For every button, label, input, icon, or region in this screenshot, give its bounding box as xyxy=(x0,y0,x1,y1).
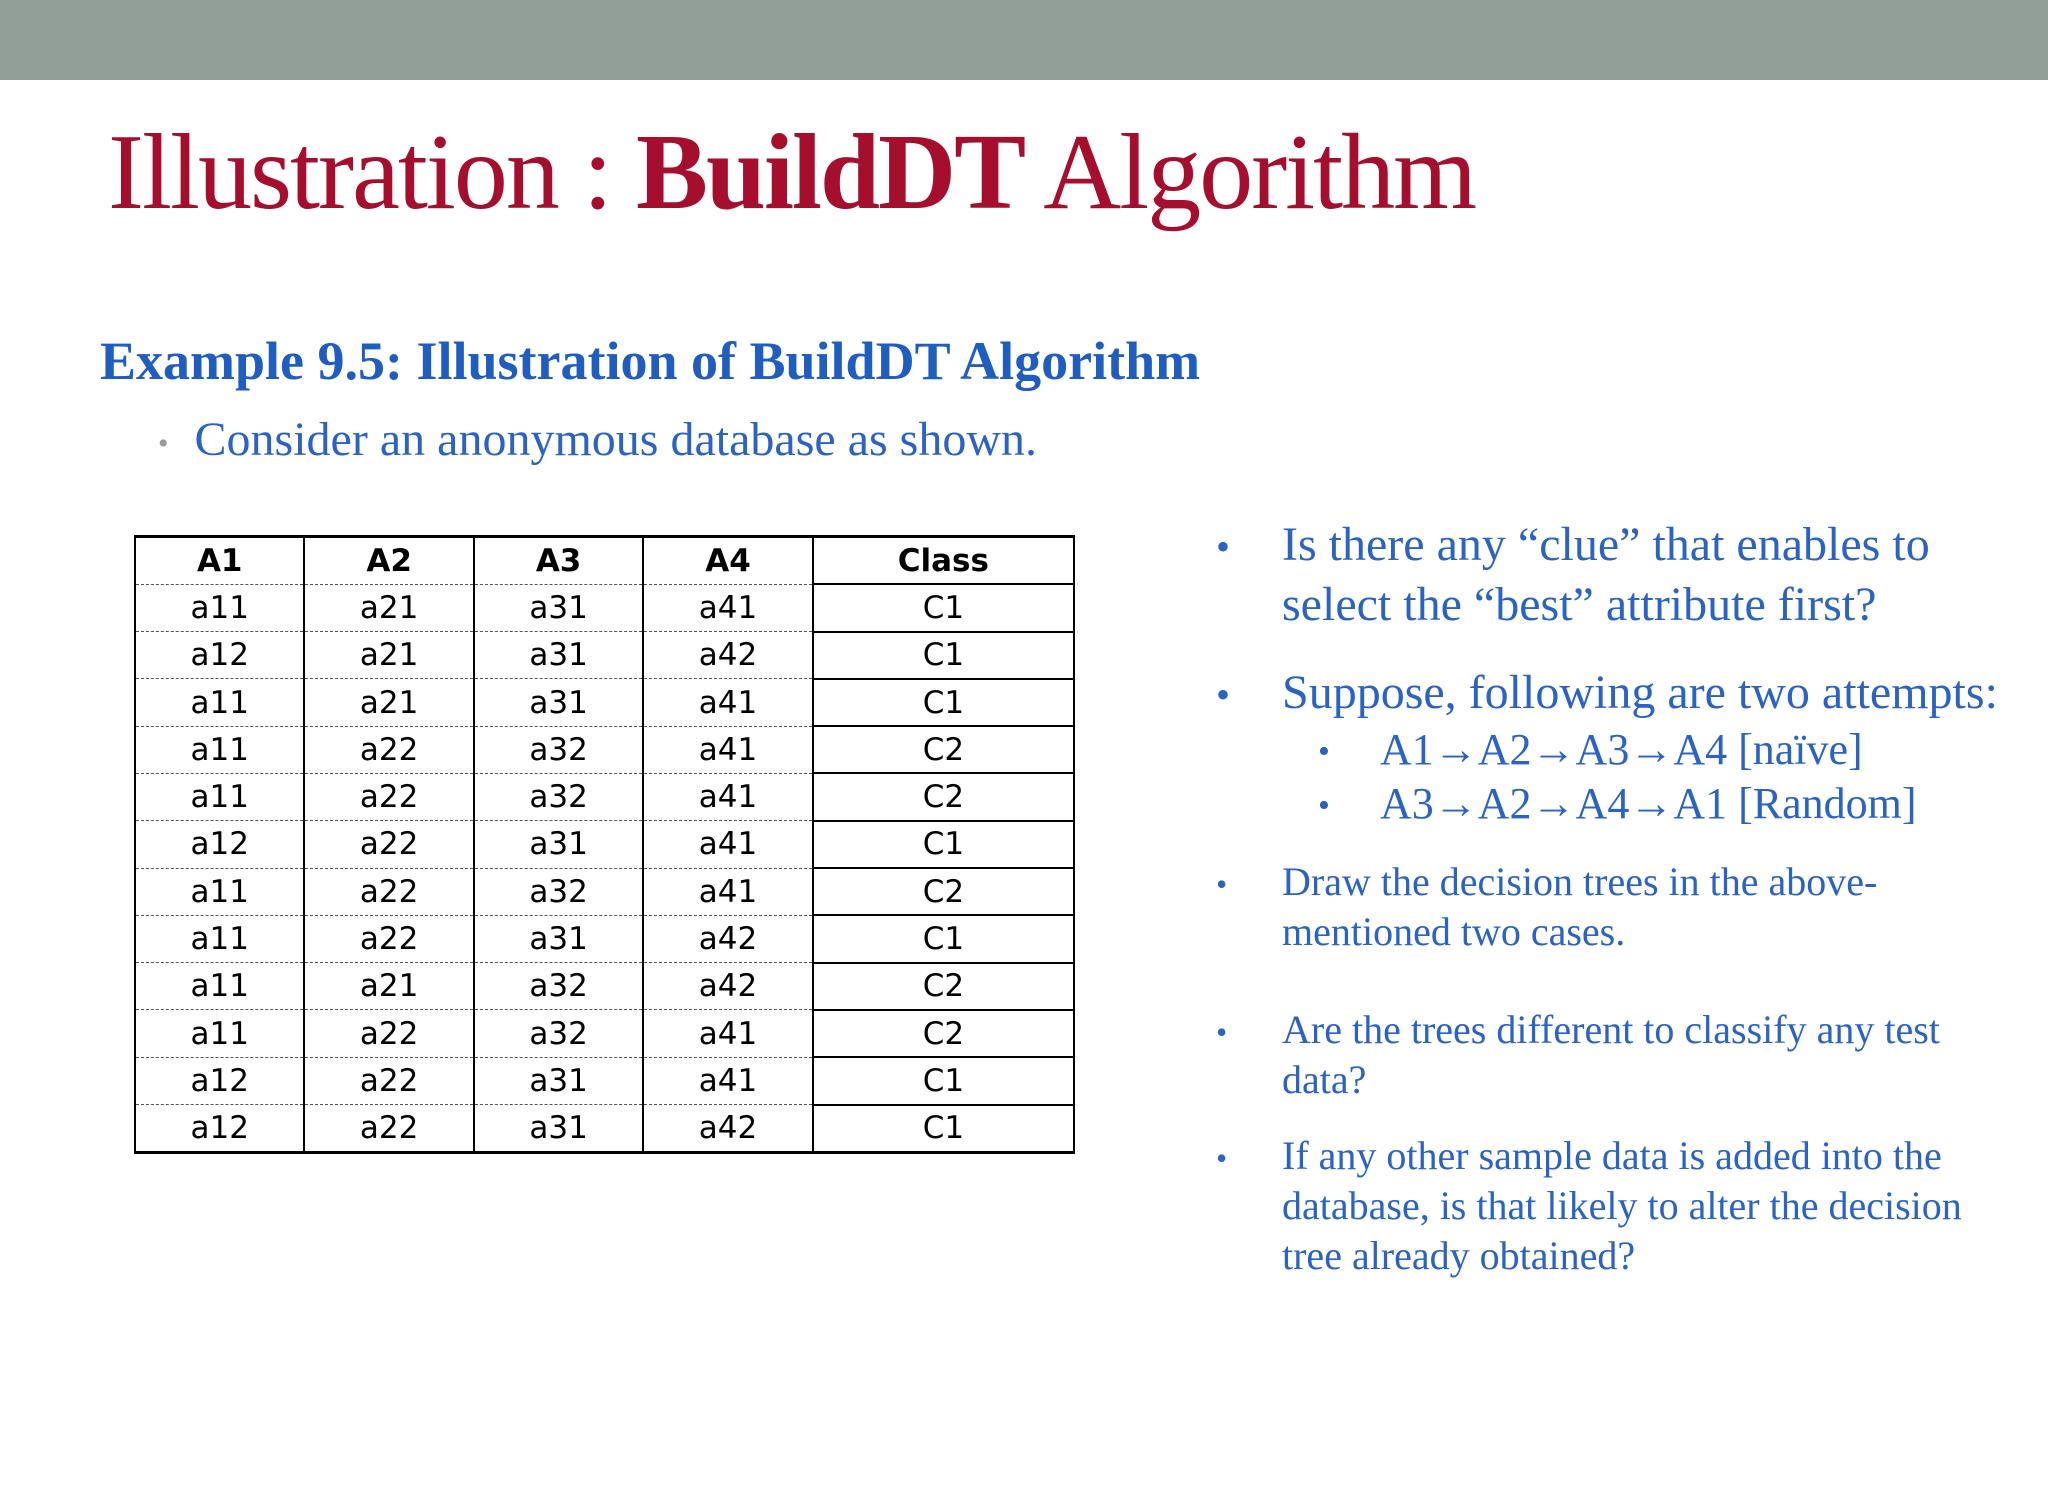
question-2-text: Suppose, following are two attempts: xyxy=(1282,666,1998,719)
table-cell: a41 xyxy=(643,773,812,820)
table-cell: a32 xyxy=(474,963,643,1010)
table-row xyxy=(135,963,1074,1010)
class-cell: C1 xyxy=(813,915,1074,962)
table-row xyxy=(135,726,1074,773)
lead-bullet xyxy=(158,412,1037,467)
table-row xyxy=(135,679,1074,726)
table-cell: a42 xyxy=(643,1105,812,1153)
class-cell: C2 xyxy=(813,726,1074,773)
table-cell: a22 xyxy=(304,868,473,915)
table-row xyxy=(135,584,1074,631)
example-heading: Example 9.5: Illustration of BuildDT Algorithm xyxy=(100,331,1201,391)
bullet-dot: • xyxy=(1318,733,1330,770)
table-cell: a22 xyxy=(304,773,473,820)
questions-list xyxy=(1210,515,2010,1281)
attempt-1 xyxy=(1210,723,2010,777)
bullet-dot: • xyxy=(1216,866,1228,902)
table-cell: a11 xyxy=(135,584,304,631)
class-cell: C1 xyxy=(813,1057,1074,1104)
question-1-text: Is there any “clue” that enables to select the “best” attribute first? xyxy=(1282,518,1930,631)
table-cell: a42 xyxy=(643,963,812,1010)
table-cell: a21 xyxy=(304,584,473,631)
class-cell: C1 xyxy=(813,632,1074,679)
table-cell: a12 xyxy=(135,632,304,679)
question-3-text: Draw the decision trees in the above-mentioned two cases. xyxy=(1282,859,1878,954)
class-cell: C2 xyxy=(813,868,1074,915)
table-row xyxy=(135,1010,1074,1057)
table-cell: a32 xyxy=(474,726,643,773)
class-cell: C2 xyxy=(813,1010,1074,1057)
table-cell: a11 xyxy=(135,773,304,820)
table-cell: a31 xyxy=(474,632,643,679)
class-cell: C1 xyxy=(813,679,1074,726)
bullet-dot: • xyxy=(1216,1140,1228,1176)
table-cell: a42 xyxy=(643,915,812,962)
table-row xyxy=(135,1057,1074,1104)
table-cell: a22 xyxy=(304,1105,473,1153)
attempt-1-text: A1→A2→A3→A4 [naïve] xyxy=(1380,725,1863,774)
table-cell: a41 xyxy=(643,868,812,915)
question-5-text: If any other sample data is added into the database, is that likely to alter the decision tree already obtained? xyxy=(1282,1133,1962,1278)
table-cell: a22 xyxy=(304,1057,473,1104)
table-cell: a41 xyxy=(643,1057,812,1104)
table-cell: a22 xyxy=(304,1010,473,1057)
class-cell: C1 xyxy=(813,821,1074,868)
class-cell: C1 xyxy=(813,1105,1074,1153)
question-4 xyxy=(1210,1005,2010,1105)
table-cell: a22 xyxy=(304,915,473,962)
table-cell: a41 xyxy=(643,821,812,868)
table-row xyxy=(135,632,1074,679)
table-cell: a31 xyxy=(474,1105,643,1153)
table-cell: a31 xyxy=(474,915,643,962)
question-2 xyxy=(1210,663,2010,723)
table-cell: a41 xyxy=(643,726,812,773)
table-cell: a22 xyxy=(304,726,473,773)
table-cell: a12 xyxy=(135,821,304,868)
class-cell: C2 xyxy=(813,773,1074,820)
bullet-dot: • xyxy=(1216,672,1231,717)
table-cell: a12 xyxy=(135,1105,304,1153)
table-cell: a11 xyxy=(135,963,304,1010)
table-header-row xyxy=(135,537,1074,585)
table-cell: a32 xyxy=(474,868,643,915)
question-4-text: Are the trees different to classify any test data? xyxy=(1282,1007,1940,1102)
table-cell: a32 xyxy=(474,1010,643,1057)
table-cell: a31 xyxy=(474,821,643,868)
table-row xyxy=(135,868,1074,915)
lead-bullet-text: Consider an anonymous database as shown. xyxy=(194,413,1038,466)
table-cell: a31 xyxy=(474,1057,643,1104)
table-row xyxy=(135,1105,1074,1153)
table-cell: a22 xyxy=(304,821,473,868)
table-cell: a41 xyxy=(643,679,812,726)
table-cell: a31 xyxy=(474,679,643,726)
table-cell: a41 xyxy=(643,584,812,631)
table-row xyxy=(135,773,1074,820)
class-cell: C1 xyxy=(813,584,1074,631)
title-part-2: BuildDT xyxy=(635,113,1025,232)
table-cell: a11 xyxy=(135,1010,304,1057)
header-a4: A4 xyxy=(643,537,812,585)
title-part-3: Algorithm xyxy=(1024,113,1476,232)
header-a1: A1 xyxy=(135,537,304,585)
table-cell: a21 xyxy=(304,679,473,726)
table-body xyxy=(135,584,1074,1152)
table-cell: a11 xyxy=(135,915,304,962)
bullet-dot: • xyxy=(158,426,169,460)
table-cell: a11 xyxy=(135,726,304,773)
question-5 xyxy=(1210,1131,2010,1281)
table-cell: a41 xyxy=(643,1010,812,1057)
table-row xyxy=(135,821,1074,868)
bullet-dot: • xyxy=(1216,1014,1228,1050)
table-row xyxy=(135,915,1074,962)
attempt-2 xyxy=(1210,777,2010,831)
question-1 xyxy=(1210,515,2010,635)
slide-title xyxy=(108,108,1475,238)
table-cell: a12 xyxy=(135,1057,304,1104)
class-cell: C2 xyxy=(813,963,1074,1010)
bullet-dot: • xyxy=(1216,524,1231,569)
header-class: Class xyxy=(813,537,1074,585)
table-cell: a31 xyxy=(474,584,643,631)
table-cell: a21 xyxy=(304,632,473,679)
question-3 xyxy=(1210,857,2010,957)
title-part-1: Illustration : xyxy=(108,113,636,232)
header-a3: A3 xyxy=(474,537,643,585)
table-cell: a32 xyxy=(474,773,643,820)
table-cell: a42 xyxy=(643,632,812,679)
header-a2: A2 xyxy=(304,537,473,585)
table-cell: a21 xyxy=(304,963,473,1010)
top-band xyxy=(0,0,2048,80)
table-cell: a11 xyxy=(135,679,304,726)
table-cell: a11 xyxy=(135,868,304,915)
database-table xyxy=(134,535,1075,1154)
attempt-2-text: A3→A2→A4→A1 [Random] xyxy=(1380,779,1917,828)
bullet-dot: • xyxy=(1318,787,1330,824)
